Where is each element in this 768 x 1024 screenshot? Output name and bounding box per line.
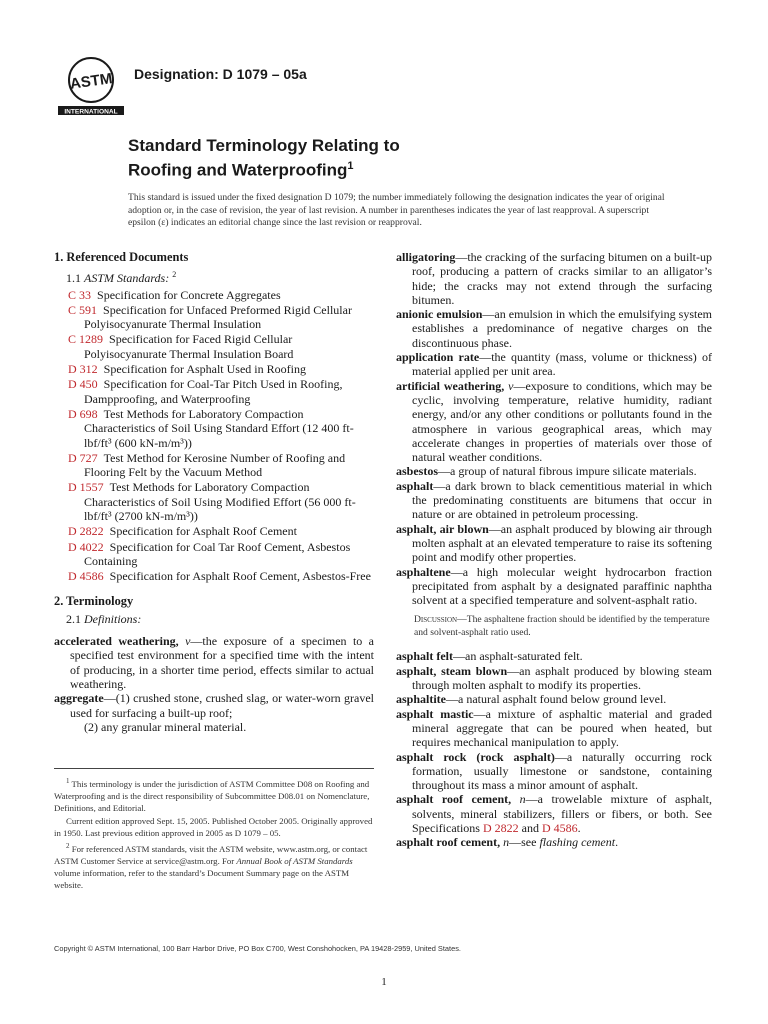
reference-title: Test Method for Kerosine Number of Roofing and Flooring Felt by the Vacuum Method bbox=[84, 450, 346, 480]
reference-title: Specification for Asphalt Roof Cement bbox=[109, 524, 297, 539]
subsection-definitions: 2.1 Definitions: bbox=[66, 611, 142, 626]
reference-title: Specification for Coal-Tar Pitch Used in Roofing, Dampproofing, and Waterproofing bbox=[84, 377, 343, 406]
definition-entry: asbestos—a group of natural fibrous impure silicate materials. bbox=[396, 464, 697, 479]
reference-item bbox=[54, 377, 374, 406]
copyright-notice: Copyright © ASTM International, 100 Barr Harbor Drive, PO Box C700, West Conshohocken, PA 19428-2959, United States. bbox=[54, 944, 461, 953]
footnote-1b: Current edition approved Sept. 15, 2005. Published October 2005. Originally approved in 1950. Last previous edition approved in 2005 as D 1079 – 05. bbox=[54, 815, 373, 838]
reference-item bbox=[54, 332, 374, 361]
reference-title: Specification for Coal Tar Roof Cement, Asbestos Containing bbox=[84, 539, 351, 568]
page-number: 1 bbox=[381, 976, 387, 988]
definition-entry: asphalt mastic—a mixture of asphaltic material and graded mineral aggregate that can be poured when heated, but requires mechanical manipulation to apply. bbox=[396, 706, 712, 750]
reference-title: Test Methods for Laboratory Compaction Characteristics of Soil Using Modified Effort (56 000 ft-lbf/ft³ (2700 kN-m/m³)) bbox=[84, 480, 356, 524]
section-heading-referenced-documents: 1. Referenced Documents bbox=[54, 250, 189, 264]
footnote-2: $^2$ For referenced ASTM standards, visit the ASTM website, www.astm.org, or contact ASTM Customer Service at service@astm.org. For Annual Book of ASTM Standards volume information, refer to the standard’s Document Summary page on the ASTM website. bbox=[54, 841, 368, 890]
reference-code-link[interactable]: D 1557 bbox=[68, 480, 104, 495]
reference-code-link[interactable]: D 4022 bbox=[68, 539, 104, 554]
reference-code-link[interactable]: D 450 bbox=[68, 377, 98, 392]
reference-title: Specification for Faced Rigid Cellular Polyisocyanurate Thermal Insulation Board bbox=[84, 332, 294, 361]
subsection-astm-standards: 1.1 ASTM Standards: $^2$ bbox=[66, 270, 177, 286]
definitions-list-right-2 bbox=[396, 649, 712, 792]
reference-title: Specification for Asphalt Used in Roofing bbox=[103, 362, 306, 377]
aggregate-sub-definition: (2) any granular mineral material. bbox=[84, 719, 247, 734]
section-heading-terminology: 2. Terminology bbox=[54, 593, 134, 608]
reference-item bbox=[54, 407, 374, 450]
reference-item bbox=[54, 451, 374, 480]
definition-entry: asphaltene—a high molecular weight hydrocarbon fraction precipitated from asphalt by a designated paraffinic naphtha solvent at a specified temperature and solvent-asphalt ratio. bbox=[396, 564, 712, 608]
reference-item bbox=[54, 288, 374, 302]
reference-item bbox=[54, 540, 374, 569]
document-title bbox=[128, 136, 400, 181]
reference-item bbox=[54, 480, 374, 523]
definition-entry: alligatoring—the cracking of the surfacing bitumen on a built-up roof, producing a pattern of cracks similar to an alligator’s hide; the cracks may not extend through the surfacing bitumen. bbox=[396, 250, 712, 307]
link-d2822[interactable]: D 2822 bbox=[482, 820, 519, 835]
definition-asphalt-roof-cement-see: asphalt roof cement, n—see flashing cement. bbox=[396, 835, 619, 850]
designation: Designation: D 1079 – 05a bbox=[134, 66, 307, 82]
reference-code-link[interactable]: C 33 bbox=[68, 287, 92, 302]
definition-asphalt-roof-cement: asphalt roof cement, n—a trowelable mixture of asphalt, solvents, mineral stabilizers, fillers or fibers, or both. See Specifications D 2822 and D 4586. bbox=[396, 792, 712, 835]
definition-entry: asphalt, air blown—an asphalt produced by blowing air through molten asphalt at an elevated temperature to raise its softening point and modify other properties. bbox=[396, 521, 712, 565]
definition-entry: aggregate—(1) crushed stone, crushed slag, or water-worn gravel used for surfacing a built-up roof; bbox=[54, 691, 374, 720]
definition-entry: artificial weathering, v—exposure to conditions, which may be cyclic, involving temperature, relative humidity, radiant energy, and/or any other conditions or pollutants found in the atmosphere in various geographical areas, which may accelerate changes in properties of materials over those of natural weather conditions. bbox=[396, 378, 712, 465]
referenced-documents-list bbox=[54, 288, 374, 584]
definition-entry: asphalt—a dark brown to black cementitious material in which the predominating constituents are bitumens that occur in nature or are obtained in petroleum processing. bbox=[396, 478, 712, 522]
reference-title: Specification for Concrete Aggregates bbox=[97, 287, 281, 302]
right-column bbox=[396, 250, 712, 850]
definition-entry: asphalt, steam blown—an asphalt produced by blowing steam through molten asphalt to modify its properties. bbox=[396, 663, 712, 693]
astm-logo bbox=[58, 56, 124, 116]
reference-code-link[interactable]: D 312 bbox=[68, 362, 98, 377]
reference-code-link[interactable]: C 591 bbox=[68, 302, 98, 317]
title-line-1: Standard Terminology Relating to bbox=[128, 136, 400, 155]
footnotes bbox=[54, 768, 374, 892]
reference-code-link[interactable]: D 2822 bbox=[68, 524, 104, 539]
definition-entry: accelerated weathering, v—the exposure of a specimen to a specified test environment for a specified time with the intent of producing, in a shorter time period, effects similar to actual weathering. bbox=[54, 634, 374, 692]
definition-entry: asphalt rock (rock asphalt)—a naturally occurring rock formation, usually limestone or sandstone, containing throughout its mass a minor amount of asphalt. bbox=[396, 749, 712, 793]
title-footnote-mark: 1 bbox=[347, 160, 354, 172]
reference-item bbox=[54, 524, 374, 538]
title-line-2: Roofing and Waterproofing$^1$ bbox=[128, 160, 354, 180]
logo-subtext: INTERNATIONAL bbox=[64, 108, 118, 116]
reference-title: Specification for Asphalt Roof Cement, Asbestos-Free bbox=[109, 569, 371, 584]
intro-paragraph: This standard is issued under the fixed designation D 1079; the number immediately following the designation indicates the year of original adoption or, in the case of revision, the year of last revision. A number in parentheses indicates the year of last reapproval. A superscript epsilon (ε) indicates an editorial change since the last revision or reapproval. bbox=[128, 192, 665, 228]
link-d4586[interactable]: D 4586 bbox=[541, 820, 578, 835]
reference-code-link[interactable]: D 698 bbox=[68, 406, 98, 421]
reference-code-link[interactable]: D 4586 bbox=[68, 569, 104, 584]
definition-entry: anionic emulsion—an emulsion in which the emulsifying system establishes a predominance of negative charges on the discontinuous phase. bbox=[396, 307, 712, 350]
reference-item bbox=[54, 303, 374, 332]
definitions-list-right bbox=[396, 250, 712, 607]
reference-code-link[interactable]: C 1289 bbox=[68, 332, 104, 347]
definition-entry: asphaltite—a natural asphalt found below ground level. bbox=[396, 692, 667, 707]
left-column bbox=[54, 250, 374, 736]
reference-code-link[interactable]: D 727 bbox=[68, 450, 98, 465]
definition-entry: asphalt felt—an asphalt-saturated felt. bbox=[396, 649, 583, 664]
definition-entry: application rate—the quantity (mass, volume or thickness) of material applied per unit area. bbox=[396, 350, 712, 379]
reference-title: Test Methods for Laboratory Compaction Characteristics of Soil Using Standard Effort (12 400 ft-lbf/ft³ (600 kN-m/m³)) bbox=[84, 406, 354, 450]
reference-title: Specification for Unfaced Preformed Rigid Cellular Polyisocyanurate Thermal Insulation bbox=[84, 302, 352, 332]
logo-text: ASTM bbox=[68, 70, 114, 93]
footnote-1: $^1$ This terminology is under the jurisdiction of ASTM Committee D08 on Roofing and Waterproofing and is the direct responsibility of Subcommittee D08.01 on Nomenclature, Definitions, and Editorial. bbox=[54, 777, 370, 813]
definitions-list-left bbox=[54, 634, 374, 720]
discussion-note: Discussion—The asphaltene fraction should be identified by the temperature and solvent-asphalt ratio used. bbox=[414, 614, 710, 639]
reference-item bbox=[54, 569, 374, 583]
reference-item bbox=[54, 362, 374, 376]
